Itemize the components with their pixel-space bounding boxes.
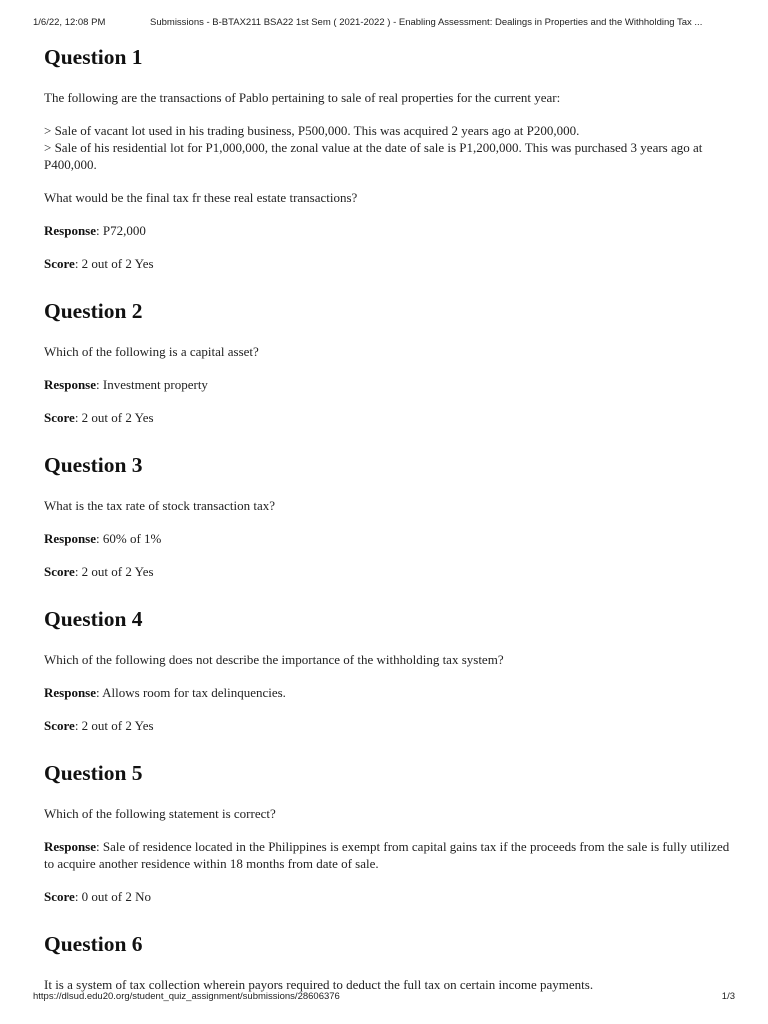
transaction-line: > Sale of his residential lot for P1,000,000, the zonal value at the date of sale is P1,200,000. This was purchased 3 years ago at P400,000. (44, 140, 703, 172)
response-label: Response (44, 223, 97, 238)
response-row (44, 222, 734, 239)
response-value: : Sale of residence located in the Philippines is exempt from capital gains tax if the proceeds from the sale is fully utilized to acquire another residence within 18 months from date of sale. (44, 839, 730, 871)
response-row (44, 376, 734, 393)
question-prompt: Which of the following is a capital asset? (44, 344, 259, 359)
question-transactions (44, 122, 734, 173)
question-intro: The following are the transactions of Pablo pertaining to sale of real properties for the current year: (44, 90, 561, 105)
question-title: Question 2 (44, 299, 143, 323)
question-title: Question 3 (44, 453, 143, 477)
question-2 (44, 296, 734, 450)
score-value: : 0 out of 2 No (74, 889, 152, 904)
question-prompt: What would be the final tax fr these real estate transactions? (44, 190, 358, 205)
score-row (44, 717, 734, 734)
question-prompt: What is the tax rate of stock transaction tax? (44, 498, 276, 513)
response-row (44, 838, 734, 872)
score-value: : 2 out of 2 Yes (74, 718, 154, 733)
score-row (44, 888, 734, 905)
question-5 (44, 758, 734, 929)
score-value: : 2 out of 2 Yes (74, 564, 154, 579)
print-page-title: Submissions - B-BTAX211 BSA22 1st Sem ( 2021-2022 ) - Enabling Assessment: Dealings in Properties and the Withholding Tax ... (150, 17, 703, 28)
question-prompt: Which of the following statement is correct? (44, 806, 276, 821)
score-label: Score (44, 564, 75, 579)
response-label: Response (44, 531, 97, 546)
score-row (44, 409, 734, 426)
question-title: Question 5 (44, 761, 143, 785)
question-1 (44, 42, 734, 296)
question-title: Question 1 (44, 45, 143, 69)
score-label: Score (44, 889, 75, 904)
score-row (44, 255, 734, 272)
question-title: Question 6 (44, 932, 143, 956)
response-value: : 60% of 1% (96, 531, 162, 546)
question-3 (44, 450, 734, 604)
response-row (44, 530, 734, 547)
question-6 (44, 929, 734, 993)
question-4 (44, 604, 734, 758)
response-row (44, 684, 734, 701)
response-value: : Allows room for tax delinquencies. (96, 685, 286, 700)
response-label: Response (44, 377, 97, 392)
score-value: : 2 out of 2 Yes (74, 410, 154, 425)
transaction-line: > Sale of vacant lot used in his trading business, P500,000. This was acquired 2 years ago at P200,000. (44, 123, 580, 138)
question-prompt: It is a system of tax collection wherein payors required to deduct the full tax on certain income payments. (44, 977, 594, 992)
response-label: Response (44, 685, 97, 700)
score-value: : 2 out of 2 Yes (74, 256, 154, 271)
print-footer (33, 991, 735, 1004)
score-label: Score (44, 410, 75, 425)
question-prompt: Which of the following does not describe the importance of the withholding tax system? (44, 652, 504, 667)
score-label: Score (44, 718, 75, 733)
question-title: Question 4 (44, 607, 143, 631)
response-value: : Investment property (96, 377, 208, 392)
response-label: Response (44, 839, 97, 854)
page-number: 1/3 (721, 991, 735, 1002)
response-value: : P72,000 (96, 223, 146, 238)
print-url: https://dlsud.edu20.org/student_quiz_assignment/submissions/28606376 (33, 991, 340, 1002)
print-datetime: 1/6/22, 12:08 PM (33, 17, 106, 28)
submission-content (44, 42, 734, 1009)
print-header (33, 17, 735, 31)
score-row (44, 563, 734, 580)
score-label: Score (44, 256, 75, 271)
